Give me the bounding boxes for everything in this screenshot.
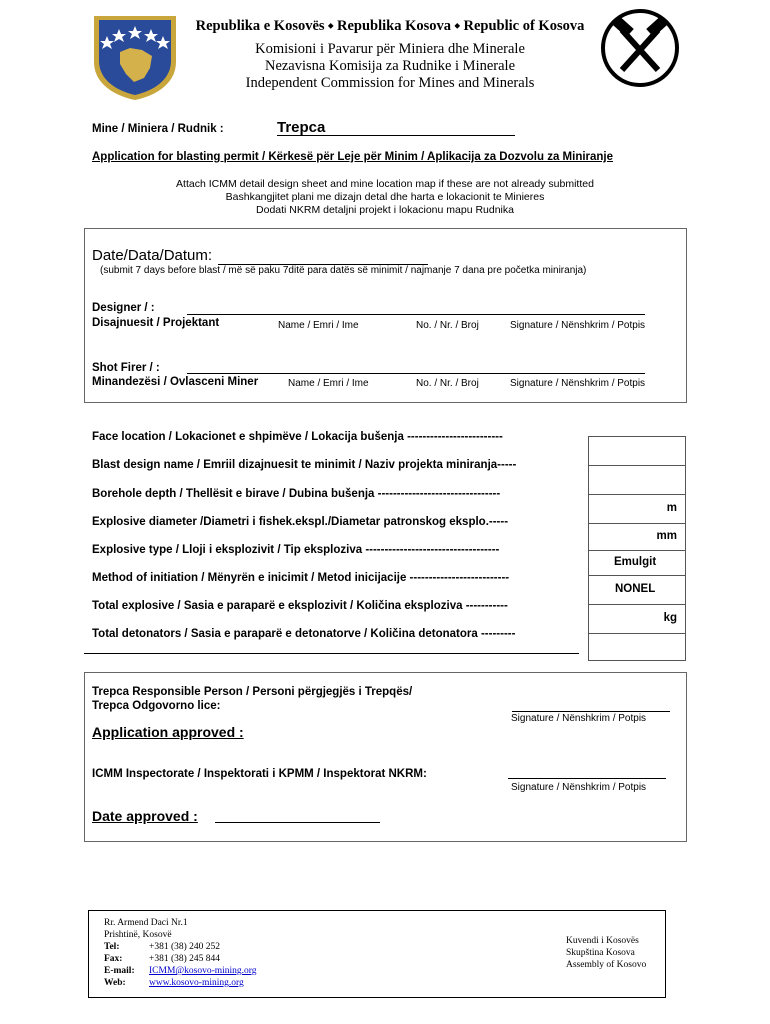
date-label: Date/Data/Datum:	[92, 247, 213, 264]
designer-signature-caption: Signature / Nënshkrim / Potpis	[510, 320, 646, 331]
footer-assembly-sr: Skupština Kosova	[566, 948, 635, 958]
footer-email-label: E-mail:	[104, 966, 135, 976]
shotfirer-number-caption: No. / Nr. / Broj	[416, 378, 479, 389]
footer-address	[104, 917, 257, 989]
field-borehole-depth: Borehole depth / Thellësit e birave / Dubina bušenja --------------------------------	[92, 488, 501, 500]
footer-assembly-en: Assembly of Kosovo	[566, 960, 647, 970]
field-method-of-initiation: Method of initiation / Mënyrën e inicimit / Metod inicijacije --------------------------	[92, 572, 510, 584]
footer-email-link[interactable]: ICMM@kosovo-mining.org	[149, 966, 257, 976]
shotfirer-signature-caption: Signature / Nënshkrim / Potpis	[510, 378, 646, 389]
explosive-diameter-cell[interactable]	[588, 523, 686, 551]
face-location-cell[interactable]	[588, 436, 686, 466]
blast-design-name-cell[interactable]	[588, 465, 686, 495]
footer-fax: +381 (38) 245 844	[149, 954, 221, 964]
designer-name-caption: Name / Emri / Ime	[278, 320, 359, 331]
method-of-initiation-cell[interactable]	[588, 575, 686, 605]
kosovo-coat-of-arms	[90, 12, 180, 102]
mine-label: Mine / Miniera / Rudnik :	[92, 123, 224, 135]
footer-web-label: Web:	[104, 978, 126, 988]
borehole-depth-unit: m	[666, 502, 677, 514]
shotfirer-label: Shot Firer / :	[92, 362, 160, 374]
designer-field[interactable]	[187, 314, 645, 315]
responsible-person-label-sr: Trepca Odgovorno lice:	[92, 700, 221, 712]
shotfirer-name-caption: Name / Emri / Ime	[288, 378, 369, 389]
designer-label-al-sr: Disajnuesit / Projektant	[92, 317, 220, 329]
header-line-commission-sr: Nezavisna Komisija za Rudnike i Minerale	[264, 58, 516, 74]
section-divider	[84, 653, 579, 654]
borehole-depth-cell[interactable]	[588, 494, 686, 524]
footer-city: Prishtinë, Kosovë	[104, 930, 172, 940]
inspectorate-label: ICMM Inspectorate / Inspektorati i KPMM / Inspektorat NKRM:	[92, 768, 427, 780]
method-of-initiation-value: NONEL	[615, 583, 656, 595]
header-title: Republika e Kosovës ⬩ Republika Kosova ⬩ Republic of Kosova	[195, 18, 585, 34]
responsible-signature-field[interactable]	[512, 711, 670, 712]
footer-fax-label: Fax:	[104, 954, 123, 964]
explosive-type-value: Emulgit	[614, 556, 657, 568]
designer-number-caption: No. / Nr. / Broj	[416, 320, 479, 331]
application-title: Application for blasting permit / Kërkesë për Leje për Minim / Aplikacija za Dozvolu za Miniranje	[92, 151, 614, 163]
inspectorate-signature-caption: Signature / Nënshkrim / Potpis	[511, 782, 647, 793]
footer-assembly-al: Kuvendi i Kosovës	[566, 936, 639, 946]
application-approved-label: Application approved :	[92, 724, 244, 740]
explosive-type-cell[interactable]	[588, 550, 686, 576]
total-detonators-cell[interactable]	[588, 633, 686, 661]
inspectorate-signature-field[interactable]	[508, 778, 666, 779]
attach-line-en: Attach ICMM detail design sheet and mine location map if these are not already submitted	[176, 178, 594, 190]
field-total-detonators: Total detonators / Sasia e paraparë e detonatorve / Količina detonatora ---------	[92, 628, 516, 640]
field-explosive-type: Explosive type / Lloji i eksplozivit / Tip eksploziva -----------------------------------	[92, 544, 500, 556]
field-total-explosive: Total explosive / Sasia e paraparë e eksplozivit / Količina eksploziva -----------	[92, 600, 508, 612]
field-blast-design-name: Blast design name / Emriil dizajnuesit te minimit / Naziv projekta miniranja-----	[92, 459, 517, 471]
responsible-signature-caption: Signature / Nënshkrim / Potpis	[511, 713, 647, 724]
explosive-diameter-unit: mm	[656, 530, 677, 542]
footer-web-link[interactable]: www.kosovo-mining.org	[149, 978, 244, 988]
attach-line-sr: Dodati NKRM detaljni projekt i lokacionu mapu Rudnika	[256, 204, 514, 216]
mine-value[interactable]: Trepca	[277, 119, 326, 136]
footer-assembly	[566, 935, 646, 971]
shotfirer-label-al-sr: Minandezësi / Ovlasceni Miner	[92, 376, 259, 388]
mining-hammers-icon	[600, 8, 680, 88]
attach-line-al: Bashkangjitet plani me dizajn detal dhe harta e lokacionit te Minieres	[225, 191, 545, 203]
date-approved-field[interactable]	[215, 822, 380, 823]
shotfirer-field[interactable]	[187, 373, 645, 374]
header-line-commission-al: Komisioni i Pavarur për Miniera dhe Minerale	[255, 41, 525, 57]
mine-underline	[277, 135, 515, 136]
total-explosive-cell[interactable]	[588, 604, 686, 634]
date-approved-label: Date approved :	[92, 808, 198, 824]
footer-tel-label: Tel:	[104, 942, 120, 952]
field-explosive-diameter: Explosive diameter /Diametri i fishek.ekspl./Diametar patronskog eksplo.-----	[92, 516, 509, 528]
field-face-location: Face location / Lokacionet e shpimëve / Lokacija bušenja -------------------------	[92, 431, 503, 443]
footer-tel: +381 (38) 240 252	[149, 942, 221, 952]
date-note: (submit 7 days before blast / më së paku 7ditë para datës së minimit / najmanje 7 dana pre početka miniranja)	[100, 265, 587, 276]
responsible-person-label: Trepca Responsible Person / Personi përgjegjës i Trepqës/	[92, 686, 413, 698]
footer-street: Rr. Armend Daci Nr.1	[104, 918, 188, 928]
header-line-commission-en: Independent Commission for Mines and Minerals	[245, 75, 535, 91]
designer-label: Designer / :	[92, 302, 155, 314]
total-explosive-unit: kg	[663, 612, 677, 624]
